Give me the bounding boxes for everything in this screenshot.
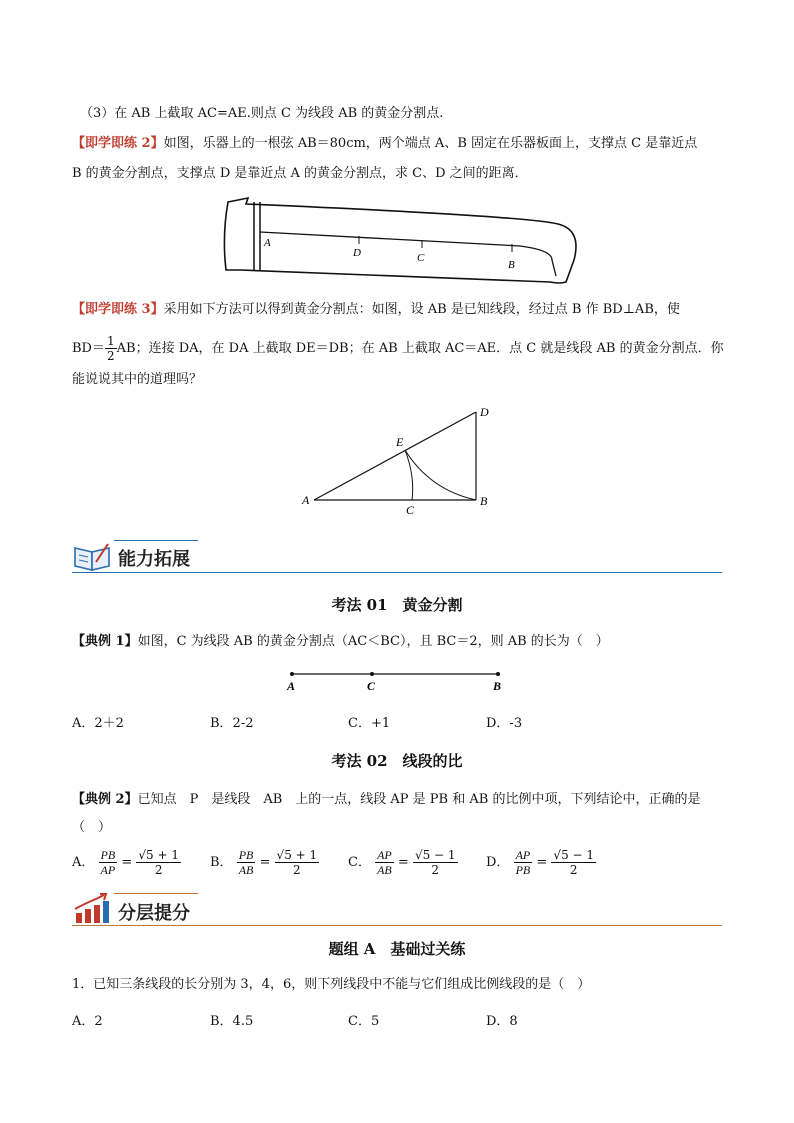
example-1-option-b: B．2-2 (210, 716, 254, 731)
practice-2-line1 (72, 134, 697, 154)
label-c: C (417, 252, 425, 264)
section-2-title: 分层提分 (118, 903, 190, 924)
example-1-option-a: A．2＋2 (72, 716, 124, 731)
example-1-text: 如图，C 为线段 AB 的黄金分割点（AC＜BC），且 BC＝2，则 AB 的长为（ ） (137, 634, 609, 649)
fig-label-b: B (480, 494, 488, 508)
half-fraction: $\frac{1}{2}$ (106, 334, 115, 363)
example-2-paren: （ ） (72, 820, 112, 835)
group-a-option-c: C．5 (348, 1014, 380, 1029)
example-1-tag: 【典例 1】 (72, 634, 138, 649)
example-2-question (72, 790, 700, 810)
group-a-option-d: D．8 (486, 1014, 518, 1029)
group-a-question-1: 1．已知三条线段的长分别为 3，4，6，则下列线段中不能与它们组成比例线段的是（ ） (72, 977, 591, 992)
section-1-title: 能力拓展 (118, 549, 190, 570)
section-2-rule (72, 925, 722, 926)
seg-label-b: B (493, 679, 502, 693)
example-1-option-d: D．-3 (486, 716, 523, 731)
bar-chart-rising-icon (72, 893, 114, 925)
group-a-option-a: A．2 (72, 1014, 103, 1029)
example-1-option-c: C．+1 (348, 716, 391, 731)
practice-3-tag: 【即学即练 3】 (72, 302, 164, 317)
example-2-tag: 【典例 2】 (72, 792, 138, 807)
instrument-figure (220, 196, 582, 292)
practice-3-text: 采用如下方法可以得到黄金分割点：如图，设 AB 是已知线段，经过点 B 作 BD⊥AB，使 (163, 302, 680, 317)
fig-label-c: C (406, 503, 415, 517)
example-2-text: 已知点 P 是线段 AB 上的一点，线段 AP 是 PB 和 AB 的比例中项，下列结论中，正确的是 (137, 792, 701, 807)
section-1-topline (114, 540, 198, 541)
seg-label-c: C (367, 679, 376, 693)
kaofa-01-heading: 考法 01 黄金分割 (331, 596, 463, 614)
practice-3-line2 (72, 334, 724, 363)
fig-label-d: D (480, 405, 489, 419)
label-d: D (353, 247, 361, 259)
example-1-question (72, 632, 609, 652)
practice-3-line1 (72, 300, 680, 320)
example-2-option-b: B． $\frac{PB}{AB}$ = $\frac{√5 + 1}{2}$ (210, 848, 318, 877)
practice-3-bd: BD＝ (72, 341, 105, 356)
group-a-heading: 题组 A 基础过关练 (328, 940, 466, 958)
label-b: B (508, 259, 515, 271)
practice-2-tag: 【即学即练 2】 (72, 136, 164, 151)
seg-label-a: A (287, 679, 296, 693)
group-a-option-b: B．4.5 (210, 1014, 254, 1029)
golden-section-construction-figure (296, 398, 500, 518)
example-2-option-d: D． $\frac{AP}{PB}$ = $\frac{√5 - 1}{2}$ (486, 848, 595, 877)
kaofa-02-heading: 考法 02 线段的比 (331, 752, 463, 770)
book-pen-icon (72, 540, 114, 572)
practice-3-line3: 能说说其中的道理吗？ (72, 372, 203, 387)
practice-2-text: 如图，乐器上的一根弦 AB＝80cm，两个端点 A、B 固定在乐器板面上，支撑点 C 是靠近点 (163, 136, 698, 151)
example-2-option-c: C． $\frac{AP}{AB}$ = $\frac{√5 - 1}{2}$ (348, 848, 456, 877)
section-2-topline (114, 893, 198, 894)
label-a: A (264, 237, 271, 249)
practice-3-rest: AB；连接 DA，在 DA 上截取 DE＝DB；在 AB 上截取 AC＝AE．点 C 就是线段 AB 的黄金分割点．你 (116, 341, 724, 356)
example-2-option-a: A． $\frac{PB}{AP}$ = $\frac{√5 + 1}{2}$ (72, 848, 179, 877)
step-3-text: （3）在 AB 上截取 AC=AE.则点 C 为线段 AB 的黄金分割点. (80, 106, 444, 121)
practice-2-line2: B 的黄金分割点，支撑点 D 是靠近点 A 的黄金分割点，求 C、D 之间的距离． (72, 166, 528, 181)
fig-label-a: A (302, 493, 310, 507)
segment-acb-figure (284, 664, 510, 694)
fig-label-e: E (396, 435, 404, 449)
section-1-rule (72, 572, 722, 573)
